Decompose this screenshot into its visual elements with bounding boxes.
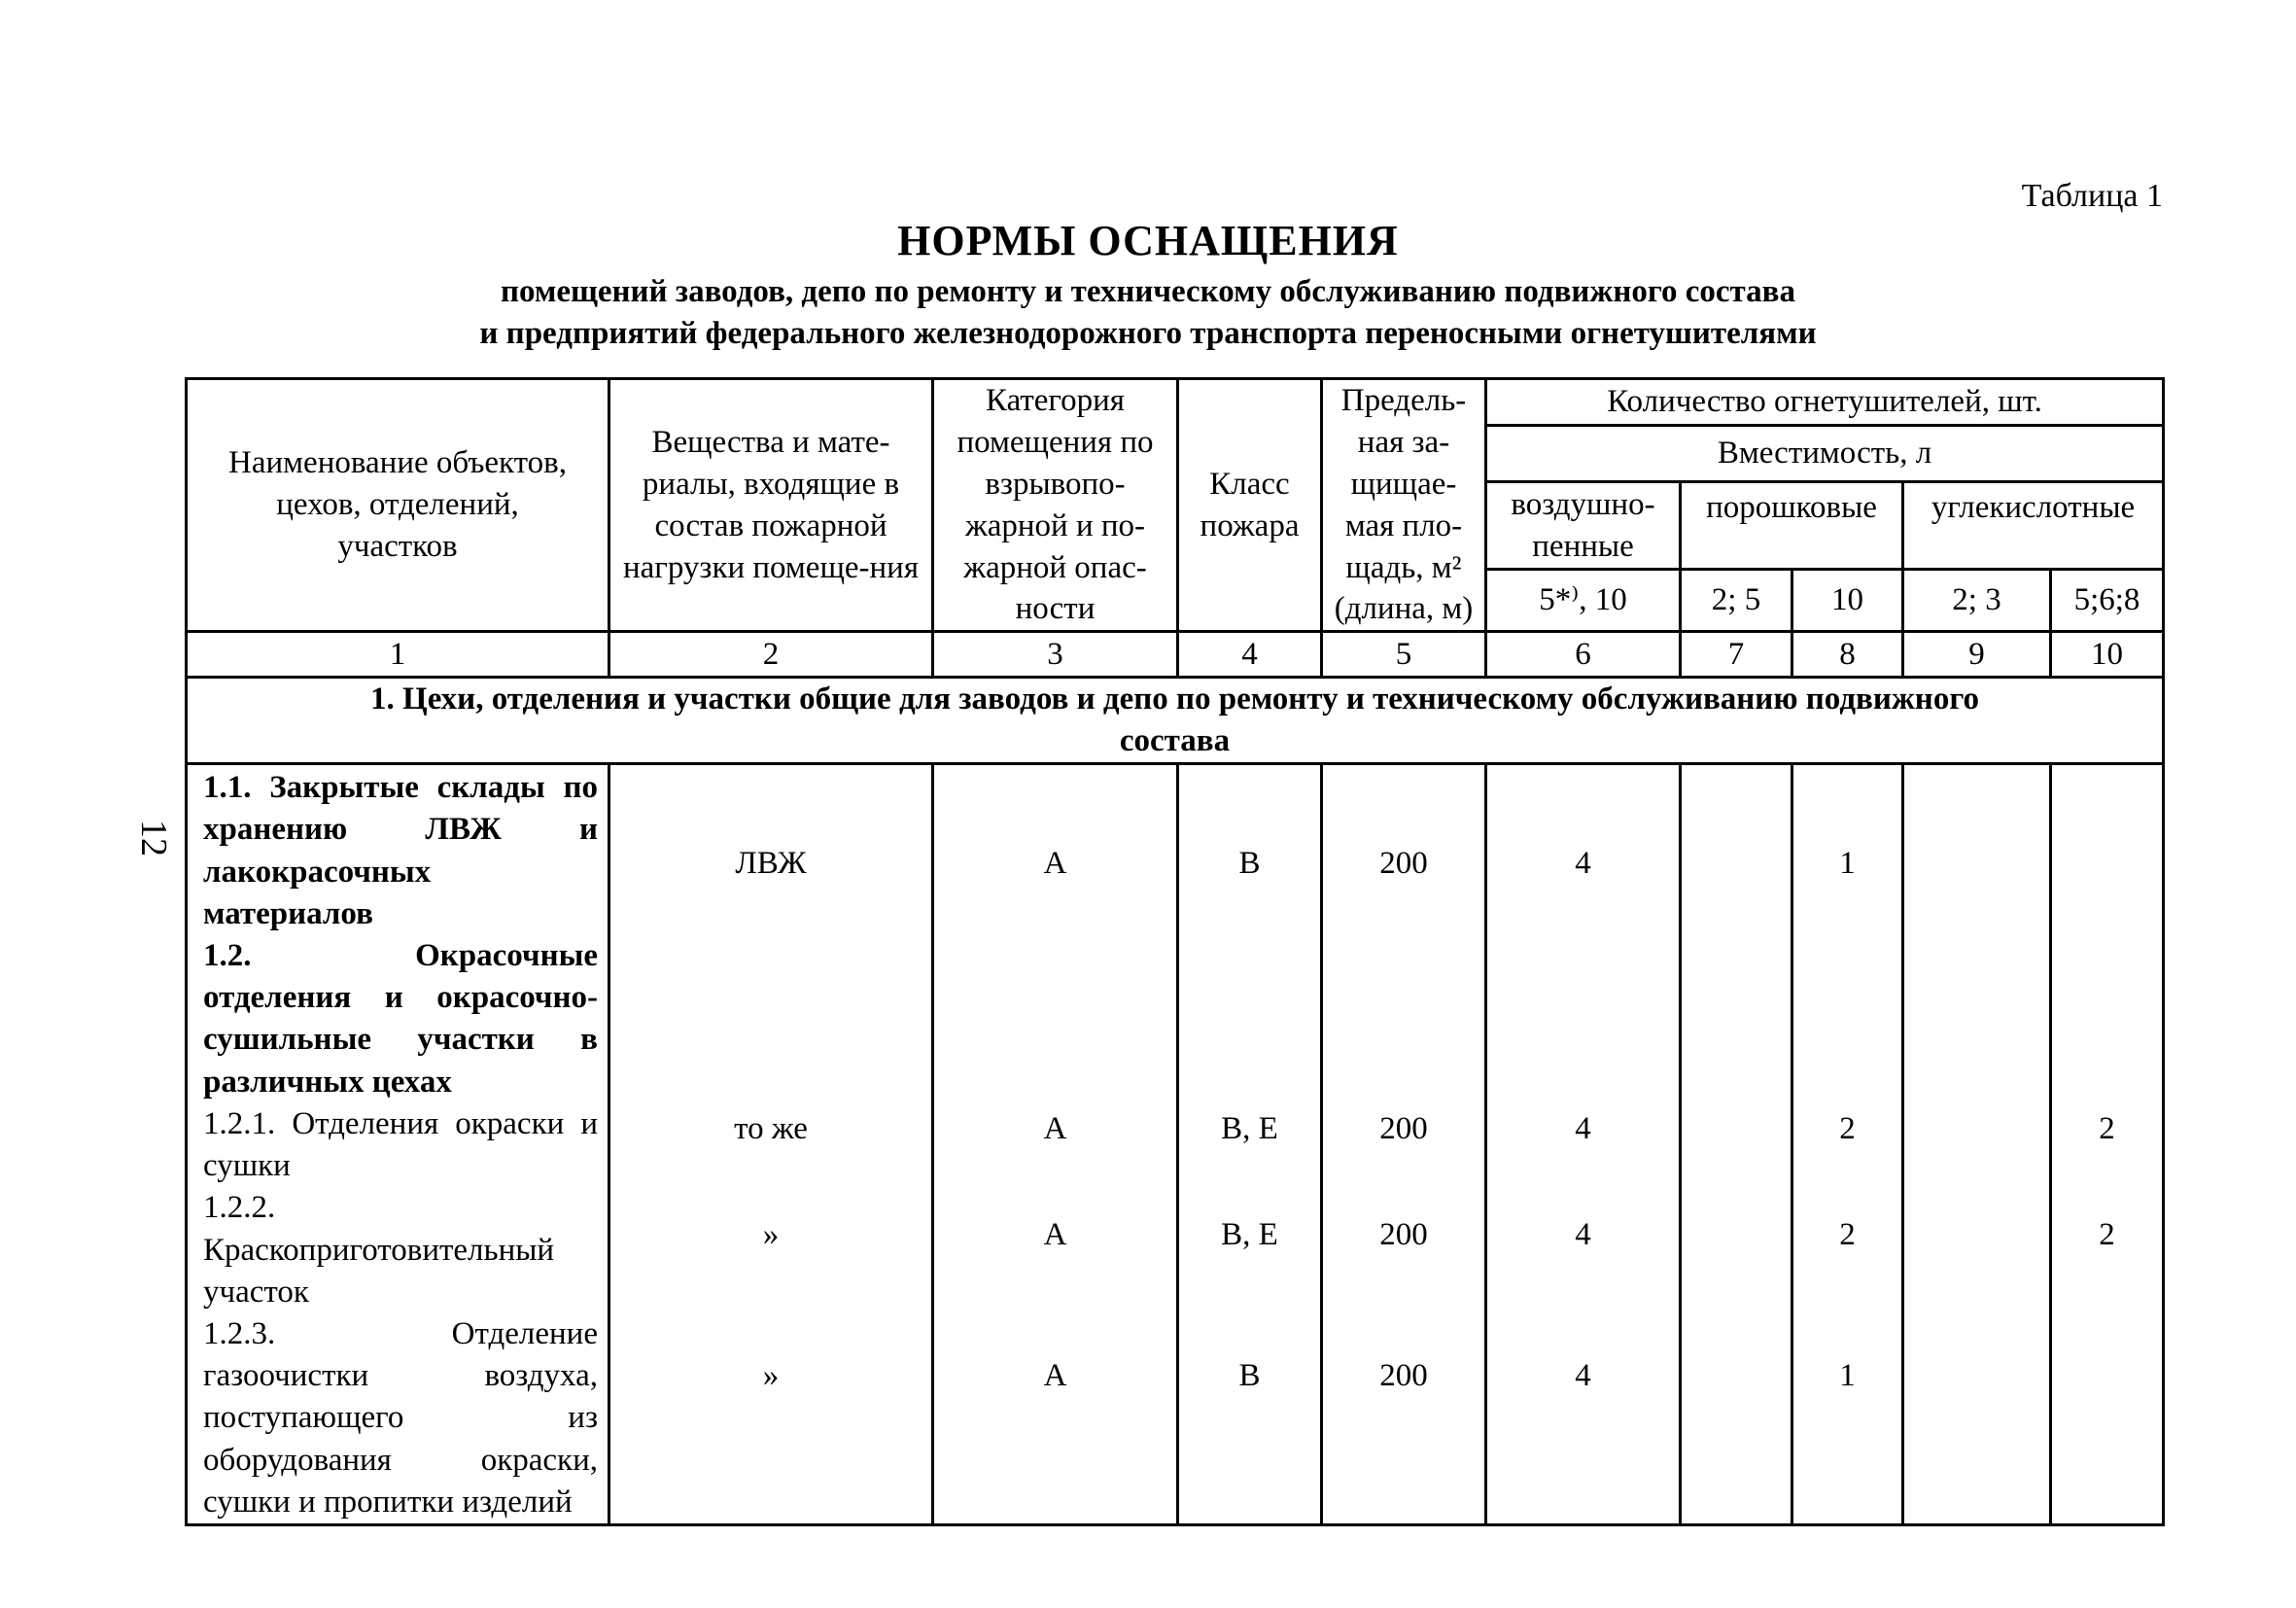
- row-name: 1.2.2. Краскоприготовительный участок: [203, 1190, 555, 1310]
- cell-value: 200: [1379, 846, 1428, 882]
- cell-value: 2: [2099, 1111, 2115, 1147]
- header-materials: Вещества и мате-риалы, входящие в состав пожарной нагрузки помеще-ния: [609, 379, 933, 632]
- col-number: 4: [1178, 632, 1322, 678]
- cell-value: 4: [1575, 846, 1591, 882]
- cell-value: ЛВЖ: [735, 846, 807, 882]
- object-names-column: [187, 764, 609, 1525]
- header-co2-big: 5;6;8: [2051, 570, 2164, 632]
- page-title: НОРМЫ ОСНАЩЕНИЯ: [897, 217, 1399, 264]
- header-co2: углекислотные: [1903, 482, 2164, 570]
- header-capacity: Вместимость, л: [1486, 426, 2164, 482]
- col-number: 3: [933, 632, 1178, 678]
- cell-value: 1: [1839, 846, 1856, 882]
- table-number: Таблица 1: [2021, 178, 2163, 214]
- section-heading: 1. Цехи, отделения и участки общие для заводов и депо по ремонту и техническому обслуживанию подвижного состава: [187, 678, 2164, 764]
- cell-value: 1: [1839, 1358, 1856, 1394]
- cell-value: то же: [734, 1111, 808, 1147]
- cell-value: В, Е: [1221, 1217, 1278, 1253]
- fire-class-column: [1178, 764, 1322, 1525]
- cell-value: 4: [1575, 1358, 1591, 1394]
- cell-value: В: [1238, 1358, 1261, 1394]
- category-column: [933, 764, 1178, 1525]
- cell-value: 4: [1575, 1111, 1591, 1147]
- subtitle-line-2: и предприятий федерального железнодорожного транспорта переносными огнетушителями: [479, 316, 1817, 351]
- cell-value: А: [1043, 1358, 1067, 1394]
- max-area-column: [1322, 764, 1486, 1525]
- header-category: Категория помещения по взрывопо-жарной и по-жарной опас-ности: [933, 379, 1178, 632]
- header-powder-big: 10: [1792, 570, 1903, 632]
- foam-column: [1486, 764, 1681, 1525]
- header-fire-class: Класс пожара: [1178, 379, 1322, 632]
- row-name: 1.2.3. Отделение газоочистки воздуха, поступающего из оборудования окраски, сушки и пропитки изделий: [203, 1315, 598, 1520]
- norms-table: [185, 377, 2165, 1526]
- col-number: 7: [1681, 632, 1792, 678]
- header-max-area: Предель-ная за-щищае-мая пло-щадь, м² (длина, м): [1322, 379, 1486, 632]
- cell-value: 2: [1839, 1217, 1856, 1253]
- cell-value: А: [1043, 1217, 1067, 1253]
- col-number: 8: [1792, 632, 1903, 678]
- cell-value: В: [1238, 846, 1261, 882]
- cell-value: 200: [1379, 1111, 1428, 1147]
- header-powder-small: 2; 5: [1681, 570, 1792, 632]
- cell-value: »: [762, 1358, 780, 1394]
- col-number: 6: [1486, 632, 1681, 678]
- materials-column: [609, 764, 933, 1525]
- cell-value: В, Е: [1221, 1111, 1278, 1147]
- col-number: 2: [609, 632, 933, 678]
- cell-value: 4: [1575, 1217, 1591, 1253]
- row-name: 1.2. Окрасочные отделения и окрасочно-сушильные участки в различных цехах: [203, 938, 598, 1100]
- col-number: 1: [187, 632, 609, 678]
- row-name: 1.1. Закрытые склады по хранению ЛВЖ и лакокрасочных материалов: [203, 770, 598, 931]
- header-co2-small: 2; 3: [1903, 570, 2051, 632]
- header-foam-volume: 5*⁾, 10: [1486, 570, 1681, 632]
- co2-small-column: [1903, 764, 2051, 1525]
- powder-small-column: [1681, 764, 1792, 1525]
- co2-big-column: [2051, 764, 2164, 1525]
- col-number: 9: [1903, 632, 2051, 678]
- header-object-name: Наименование объектов, цехов, отделений, участков: [187, 379, 609, 632]
- cell-value: 2: [1839, 1111, 1856, 1147]
- header-powder: порошковые: [1681, 482, 1903, 570]
- cell-value: А: [1043, 846, 1067, 882]
- cell-value: А: [1043, 1111, 1067, 1147]
- row-name: 1.2.1. Отделения окраски и сушки: [203, 1105, 598, 1184]
- col-number: 5: [1322, 632, 1486, 678]
- header-extinguisher-count: Количество огнетушителей, шт.: [1486, 379, 2164, 426]
- col-number: 10: [2051, 632, 2164, 678]
- page-number: 12: [133, 820, 174, 856]
- cell-value: »: [762, 1217, 780, 1253]
- header-foam: воздушно-пенные: [1486, 482, 1681, 570]
- cell-value: 200: [1379, 1217, 1428, 1253]
- subtitle-line-1: помещений заводов, депо по ремонту и техническому обслуживанию подвижного состава: [501, 274, 1795, 309]
- powder-big-column: [1792, 764, 1903, 1525]
- cell-value: 2: [2099, 1217, 2115, 1253]
- cell-value: 200: [1379, 1358, 1428, 1394]
